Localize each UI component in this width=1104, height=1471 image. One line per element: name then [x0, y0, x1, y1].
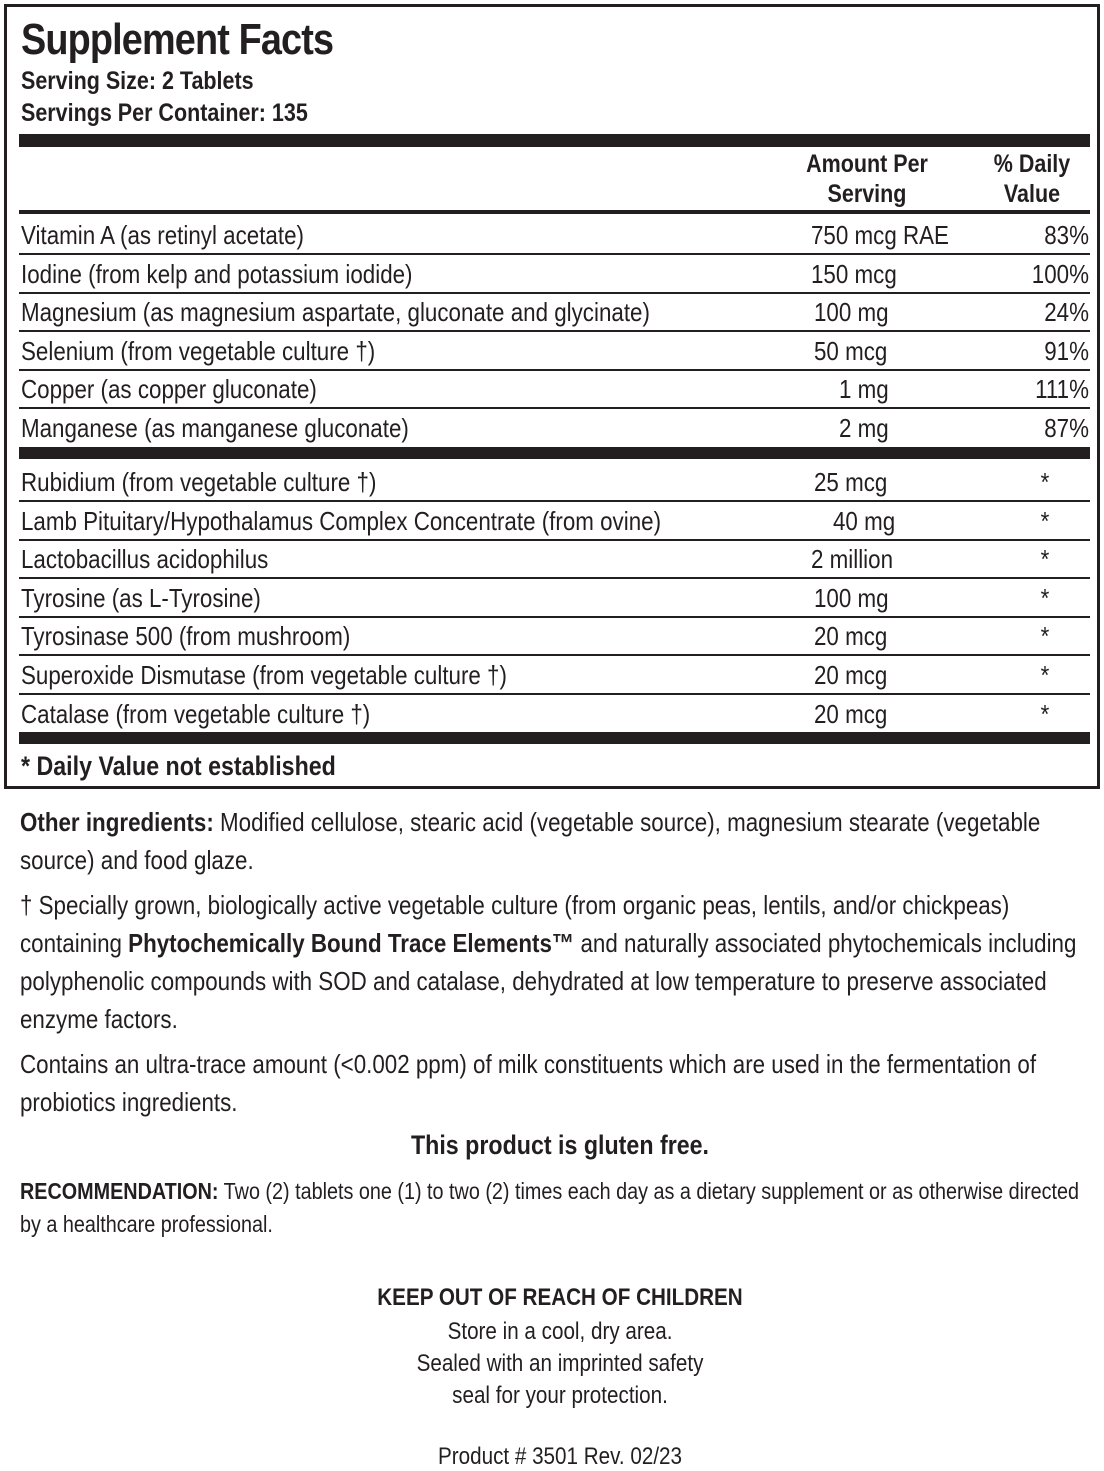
nutrient-name: Superoxide Dismutase (from vegetable culture †) — [21, 660, 507, 690]
amount-column-header — [790, 149, 945, 209]
nutrient-row — [19, 579, 1090, 617]
culture-note-part1: † Specially grown, biologically active vegetable culture (from organic peas, lentils, and/or chickpeas) containing — [20, 890, 1010, 958]
nutrient-name: Iodine (from kelp and potassium iodide) — [21, 258, 413, 289]
nutrient-daily-value: * — [1040, 467, 1050, 497]
dv-header-line1: % Daily — [993, 150, 1071, 178]
children-warning: KEEP OUT OF REACH OF CHILDREN — [377, 1284, 743, 1311]
nutrient-name: Lactobacillus acidophilus — [21, 544, 269, 575]
nutrient-daily-value: * — [1040, 544, 1050, 575]
nutrient-amount: 2 million — [811, 544, 894, 575]
nutrient-row — [19, 255, 1090, 293]
nutrient-row — [19, 409, 1090, 447]
nutrient-name: Tyrosinase 500 (from mushroom) — [21, 621, 351, 652]
supplement-facts-panel — [4, 4, 1100, 789]
recommendation — [20, 1175, 1104, 1241]
nutrient-name: Lamb Pituitary/Hypothalamus Complex Concentrate (from ovine) — [21, 505, 662, 536]
amount-header-line1: Amount Per — [806, 150, 928, 178]
nutrient-daily-value: 111% — [1035, 374, 1089, 405]
nutrient-row — [19, 540, 1090, 578]
nutrient-name: Tyrosine (as L-Tyrosine) — [21, 582, 261, 613]
culture-note-bold: Phytochemically Bound Trace Elements™ — [128, 928, 575, 958]
servings-per-container: Servings Per Container: 135 — [21, 99, 308, 127]
serving-size: Serving Size: 2 Tablets — [21, 67, 254, 95]
gluten-free-statement: This product is gluten free. — [410, 1130, 710, 1160]
nutrient-daily-value: * — [1040, 505, 1050, 536]
nutrient-daily-value: * — [1040, 621, 1050, 652]
storage-line-3: seal for your protection. — [452, 1382, 668, 1409]
nutrient-name: Vitamin A (as retinyl acetate) — [21, 220, 304, 250]
nutrient-amount: 40 mg — [833, 505, 896, 536]
nutrient-amount: 100 mg — [814, 297, 889, 328]
nutrient-daily-value: * — [1040, 660, 1050, 690]
other-ingredients — [20, 803, 1104, 879]
group-divider — [19, 447, 1090, 459]
dv-header-line2: Value — [1003, 180, 1061, 208]
nutrient-row — [19, 695, 1090, 733]
product-code: Product # 3501 Rev. 02/23 — [437, 1443, 683, 1470]
nutrient-amount: 1 mg — [839, 374, 889, 405]
nutrient-name: Catalase (from vegetable culture †) — [21, 698, 371, 729]
nutrient-name: Manganese (as manganese gluconate) — [21, 413, 409, 443]
nutrient-daily-value: 83% — [1044, 220, 1089, 250]
nutrient-daily-value: 24% — [1044, 297, 1089, 328]
other-ingredients-text: Modified cellulose, stearic acid (vegetable source), magnesium stearate (vegetable source) and food glaze. — [20, 807, 1041, 875]
nutrient-row — [19, 656, 1090, 694]
nutrient-amount: 20 mcg — [814, 660, 888, 690]
header-divider — [19, 134, 1090, 147]
nutrient-name: Magnesium (as magnesium aspartate, gluconate and glycinate) — [21, 297, 650, 328]
nutrient-row — [19, 293, 1090, 331]
nutrient-row — [19, 502, 1090, 540]
nutrient-name: Copper (as copper gluconate) — [21, 374, 317, 405]
storage-line-1: Store in a cool, dry area. — [447, 1318, 673, 1345]
nutrient-row — [19, 463, 1090, 501]
panel-title: Supplement Facts — [21, 15, 334, 64]
nutrient-row — [19, 332, 1090, 370]
nutrient-daily-value: * — [1040, 698, 1050, 729]
nutrient-name: Selenium (from vegetable culture †) — [21, 335, 376, 366]
nutrient-name: Rubidium (from vegetable culture †) — [21, 467, 377, 497]
nutrient-row — [19, 617, 1090, 655]
nutrient-row — [19, 216, 1090, 254]
nutrient-amount: 25 mcg — [814, 467, 888, 497]
nutrient-daily-value: * — [1040, 582, 1050, 613]
daily-value-footnote: * Daily Value not established — [21, 751, 336, 781]
nutrient-amount: 750 mcg RAE — [811, 220, 949, 250]
other-ingredients-label: Other ingredients: — [20, 807, 214, 837]
nutrient-amount: 100 mg — [814, 582, 889, 613]
nutrient-daily-value: 87% — [1044, 413, 1089, 443]
storage-line-2: Sealed with an imprinted safety — [416, 1350, 704, 1377]
nutrient-amount: 20 mcg — [814, 698, 888, 729]
nutrient-row — [19, 370, 1090, 408]
footer-divider — [19, 732, 1090, 744]
nutrient-amount: 20 mcg — [814, 621, 888, 652]
recommendation-label: RECOMMENDATION: — [20, 1178, 219, 1204]
nutrient-amount: 150 mcg — [811, 258, 897, 289]
recommendation-text: Two (2) tablets one (1) to two (2) times each day as a dietary supplement or as otherwise directed by a healthcare professional. — [20, 1178, 1080, 1237]
nutrient-daily-value: 91% — [1044, 335, 1089, 366]
dv-column-header — [980, 149, 1083, 209]
culture-note — [20, 886, 1104, 1038]
column-header-divider — [19, 210, 1090, 214]
amount-header-line2: Serving — [827, 180, 907, 208]
culture-note-part2: and naturally associated phytochemicals including polyphenolic compounds with SOD and catalase, dehydrated at low temperature to preserve associated enzyme factors. — [20, 928, 1077, 1034]
nutrient-daily-value: 100% — [1031, 258, 1089, 289]
nutrient-amount: 2 mg — [839, 413, 889, 443]
milk-note: Contains an ultra-trace amount (<0.002 ppm) of milk constituents which are used in the fermentation of probiotics ingredients. — [20, 1049, 1037, 1117]
nutrient-amount: 50 mcg — [814, 335, 888, 366]
